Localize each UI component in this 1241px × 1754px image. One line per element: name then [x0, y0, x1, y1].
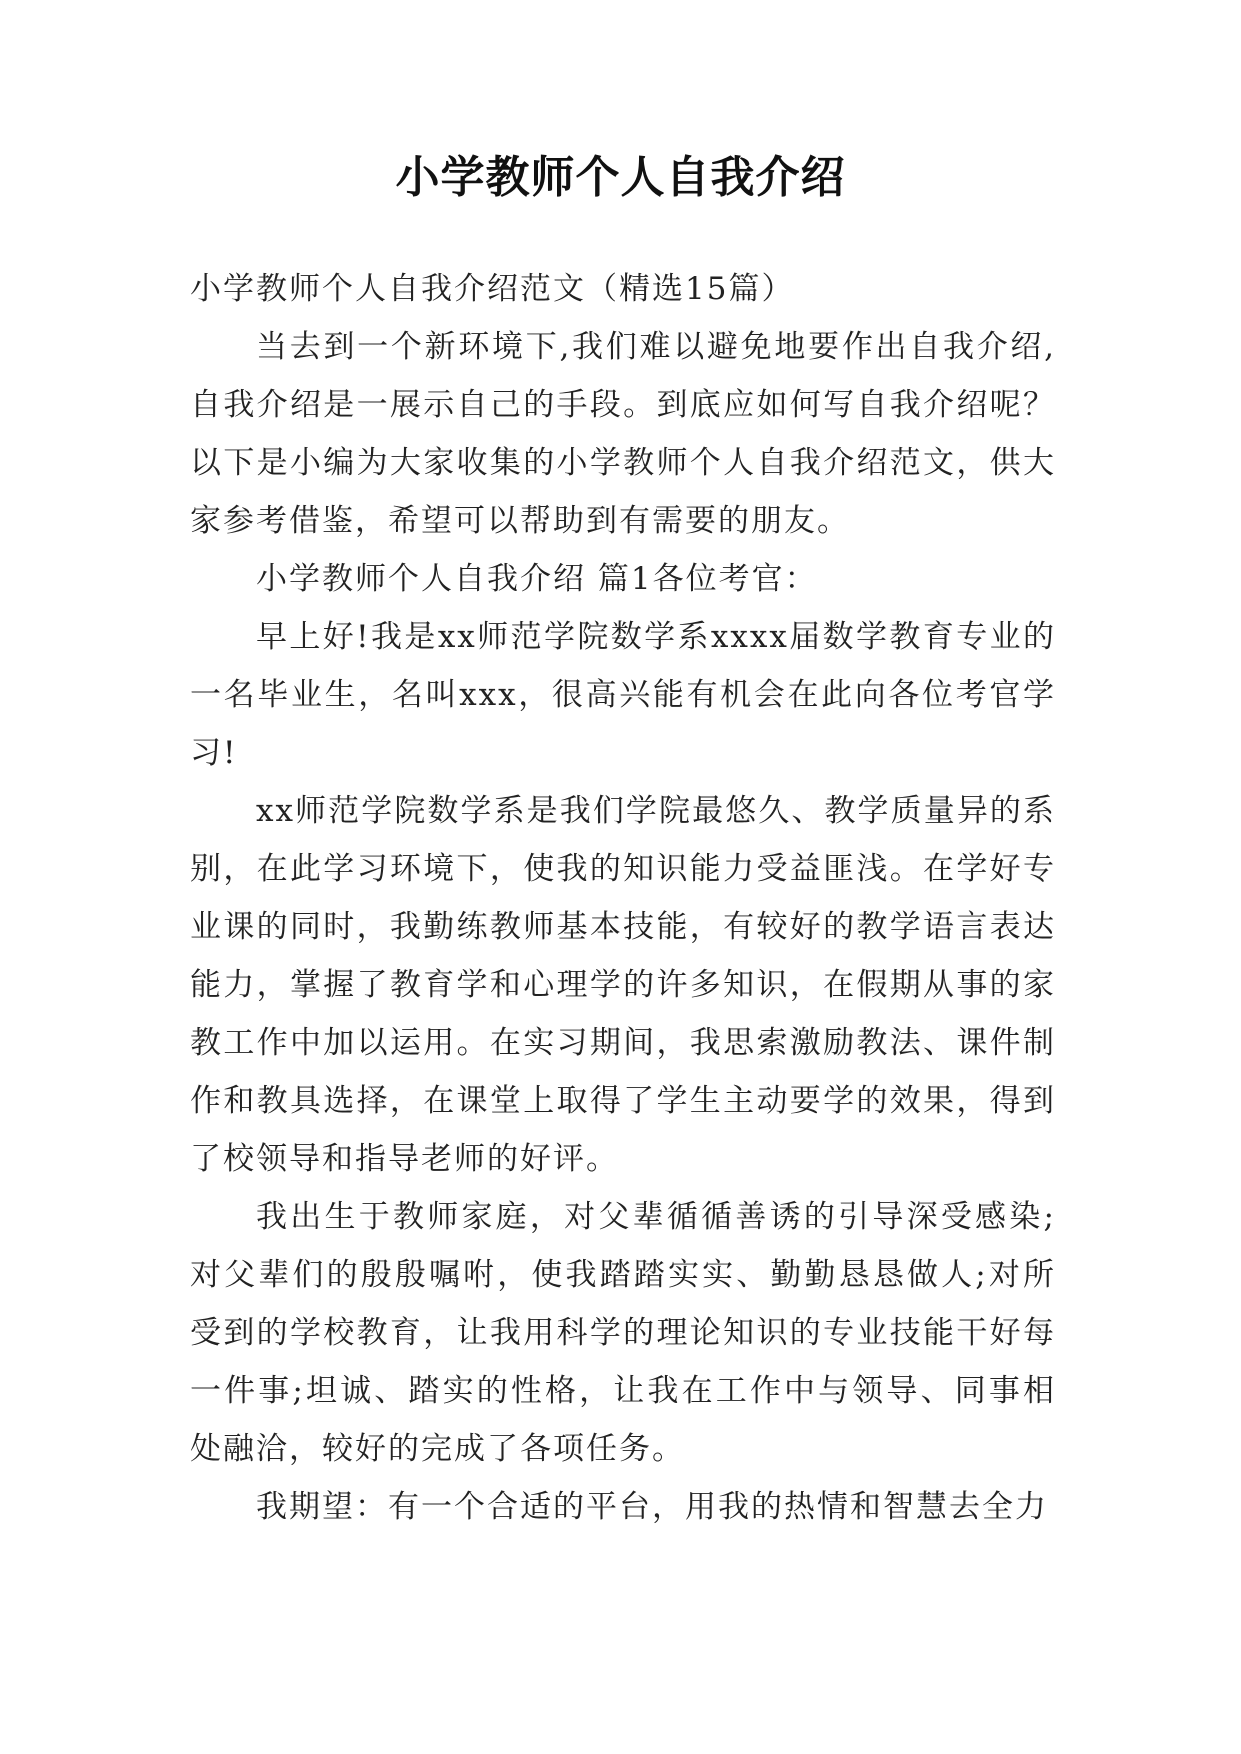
- paragraph-study: xx师范学院数学系是我们学院最悠久、教学质量异的系别，在此学习环境下，使我的知识能力受益匪浅。在学好专业课的同时，我勤练教师基本技能，有较好的教学语言表达能力，掌握了教育学和心理学的许多知识，在假期从事的家教工作中加以运用。在实习期间，我思索激励教法、课件制作和教具选择，在课堂上取得了学生主动要学的效果，得到了校领导和指导老师的好评。: [190, 793, 1056, 1177]
- paragraph-family: 我出生于教师家庭，对父辈循循善诱的引导深受感染;对父辈们的殷殷嘱咐，使我踏踏实实、勤勤恳恳做人;对所受到的学校教育，让我用科学的理论知识的专业技能干好每一件事;坦诚、踏实的性格，让我在工作中与领导、同事相处融洽，较好的完成了各项任务。: [190, 1199, 1056, 1467]
- document-body: [190, 260, 1056, 1536]
- paragraph-section-heading: 小学教师个人自我介绍 篇1各位考官：: [256, 561, 818, 597]
- document-title: 小学教师个人自我介绍: [395, 152, 846, 203]
- paragraph-intro: 当去到一个新环境下,我们难以避免地要作出自我介绍,自我介绍是一展示自己的手段。到底应如何写自我介绍呢？以下是小编为大家收集的小学教师个人自我介绍范文，供大家参考借鉴，希望可以帮助到有需要的朋友。: [190, 329, 1056, 539]
- paragraph-greeting: 早上好!我是xx师范学院数学系xxxx届数学教育专业的一名毕业生，名叫xxx，很高兴能有机会在此向各位考官学习!: [190, 619, 1056, 771]
- paragraph-hope: 我期望：有一个合适的平台，用我的热情和智慧去全力: [256, 1489, 1048, 1525]
- document-subtitle: 小学教师个人自我介绍范文（精选15篇）: [190, 271, 795, 307]
